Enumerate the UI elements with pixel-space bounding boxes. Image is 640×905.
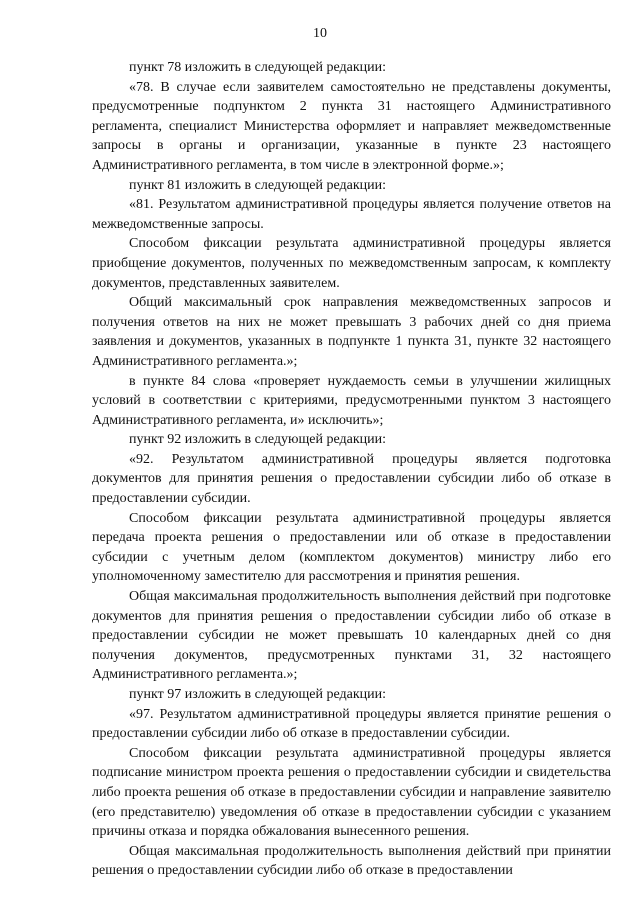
paragraph-81: «81. Результатом административной процедуры является получение ответов на межведомственные запросы. <box>92 197 611 232</box>
document-body <box>92 58 611 881</box>
paragraph-97-fixation: Способом фиксации результата административной процедуры является подписание министром проекта решения о предоставлении субсидии и свидетельства либо проекта решения об отказе в предоставлении субсидии и направление заявителю (его представителю) уведомления об отказе в предоставлении субсидии с указанием причины отказа и порядка обжалования вынесенного решения. <box>92 745 611 840</box>
paragraph-amend-78-intro: пункт 78 изложить в следующей редакции: <box>129 60 386 75</box>
paragraph-amend-81-intro: пункт 81 изложить в следующей редакции: <box>129 177 386 193</box>
page-number: 10 <box>313 26 327 41</box>
paragraph-92-fixation: Способом фиксации результата административной процедуры является передача проекта решения о предоставлении или об отказе в предоставлении субсидии с учетным делом (комплектом документов) министру либо его уполномоченному заместителю для рассмотрения и принятия решения. <box>92 510 611 585</box>
paragraph-amend-97-intro: пункт 97 изложить в следующей редакции: <box>129 687 386 702</box>
paragraph-81-term: Общий максимальный срок направления межведомственных запросов и получения ответов на них не может превышать 3 рабочих дней со дня приема заявления и документов, указанных в подпункте 1 пункта 31, пункте 32 настоящего Административного регламента.»; <box>92 295 611 369</box>
paragraph-92-term: Общая максимальная продолжительность выполнения действий при подготовке документов для принятия решения о предоставлении субсидии либо об отказе в предоставлении субсидии не может превышать 10 календарных дней со дня получения документов, предусмотренных пунктами 31, 32 настоящего Административного регламента.»; <box>92 589 611 683</box>
paragraph-97: «97. Результатом административной процедуры является принятие решения о предоставлении субсидии либо об отказе в предоставлении субсидии. <box>92 706 611 742</box>
paragraph-amend-92-intro: пункт 92 изложить в следующей редакции: <box>129 432 386 448</box>
paragraph-84-amendment: в пункте 84 слова «проверяет нуждаемость семьи в улучшении жилищных условий в соответствии с критериями, предусмотренными пунктом 3 настоящего Административного регламента, и» исключить»; <box>92 373 611 428</box>
paragraph-78: «78. В случае если заявителем самостоятельно не представлены документы, предусмотренные подпунктом 2 пункта 31 настоящего Административного регламента, специалист Министерства оформляет и направляет межведомственные запросы в органы и организации, указанные в пункте 23 настоящего Административного регламента, в том числе в электронной форме.»; <box>92 79 611 173</box>
paragraph-81-fixation: Способом фиксации результата административной процедуры является приобщение документов, полученных по межведомственным запросам, к комплекту документов, представленных заявителем. <box>92 236 611 291</box>
paragraph-97-term: Общая максимальная продолжительность выполнения действий при принятии решения о предоставлении субсидии либо об отказе в предоставлении <box>92 843 611 879</box>
paragraph-92: «92. Результатом административной процедуры является подготовка документов для принятия решения о предоставлении субсидии либо об отказе в предоставлении субсидии. <box>92 451 611 507</box>
